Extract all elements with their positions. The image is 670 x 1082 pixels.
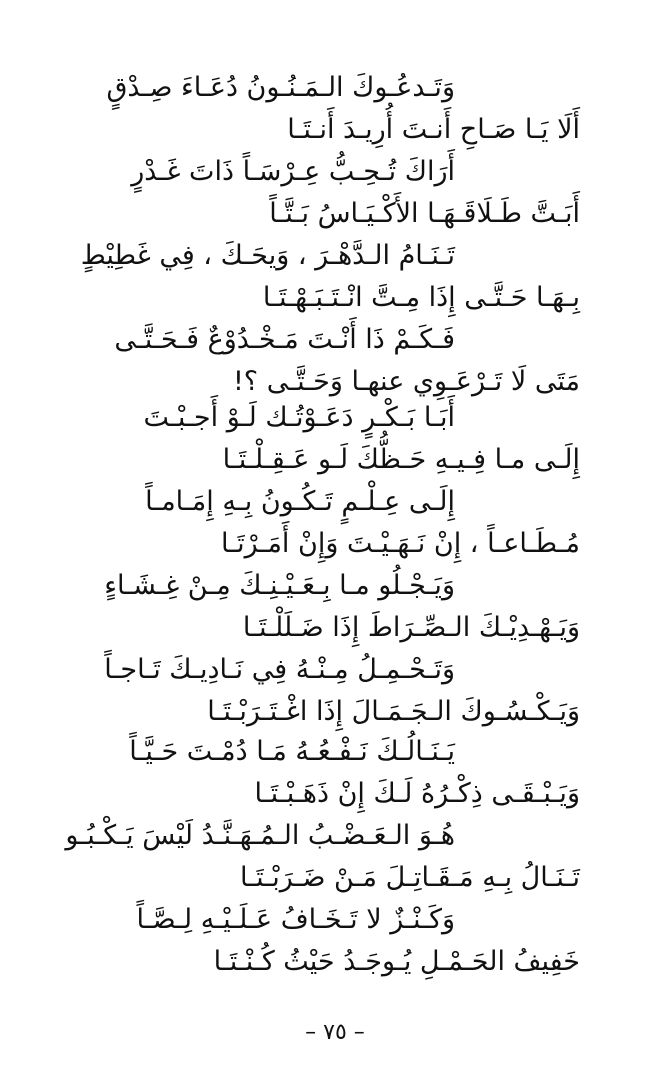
verse-line-13: وَيَـجْـلُو مـا بِـعَـيْـنِـكَ مِـنْ غِـشَـاءٍ <box>104 570 455 601</box>
verse-line-12: مُـطَـاعـاً ، إِنْ نَـهَـيْـتَ وَإِنْ أَمَـرْتَـا <box>220 528 580 559</box>
verse-line-21: وَكَـنْـزٌ لا تَـخَـافُ عَـلَـيْـهِ لِـصَّـاً <box>136 904 455 935</box>
verse-line-5: تَـنَـامُ الـدَّهْـرَ ، وَيحَـكَ ، فِي غَطِيْطٍ <box>80 240 455 271</box>
verse-line-6: بِـهَـا حَـتَّـى إِذَا مِـتَّ انْـتَـبَـهْـتَـا <box>262 282 580 313</box>
verse-line-14: وَيَـهْـدِيْـكَ الـصِّـرَاطَ إِذَا ضَـلَلْـتَـا <box>242 612 580 643</box>
verse-line-10: إِلَـى مـا فِـيـهِ حَـظُّكَ لَـو عَـقِـلْـتَـا <box>222 444 580 475</box>
verse-line-3: أَرَاكَ تُـحِـبُّ عِـرْسَـاً ذَاتَ غَـدْرٍ <box>131 156 455 187</box>
verse-line-17: يَـنَـالُـكَ نَـفْـعُـهُ مَـا دُمْـتَ حَـيَّـاً <box>129 736 455 767</box>
verse-line-15: وَتَـحْـمِـلُ مِـنْـهُ فِي نَـادِيـكَ تَـاجـاً <box>104 654 455 685</box>
page-number: – ٧٥ – <box>305 1020 365 1045</box>
verse-line-19: هُـوَ الـعَـضْـبُ الـمُـهَـنَّـدُ لَيْسَ يَـكْـبُـو <box>65 820 455 851</box>
verse-line-8: مَتَى لَا تَـرْعَـوِي عنهـا وَحَـتَّـى ؟! <box>232 366 580 397</box>
verse-line-9: أَبَـا بَـكْـرٍ دَعَـوْتُـك لَـوْ أَجـبْـتَ <box>143 402 455 433</box>
verse-line-11: إِلَـى عِـلْـمٍ تَـكُـونُ بِـهِ إِمَـامـاً <box>145 486 455 517</box>
verse-line-18: وَيَـبْـقَـى ذِكْـرُهُ لَـكَ إِنْ ذَهَـبْـتَـا <box>254 778 580 809</box>
verse-line-1: وَتَـدعُـوكَ الـمَـنُـونُ دُعَـاءَ صِـدْقٍ <box>106 72 455 103</box>
verse-line-2: أَلَا يَـا صَـاحِ أَنـتَ أُرِيـدَ أَنـتَـا <box>287 114 580 145</box>
verse-line-20: تَـنَـالُ بِـهِ مَـقَـاتِـلَ مَـنْ ضَـرَبْـتَـا <box>240 862 580 893</box>
verse-line-22: خَفِيفُ الحَـمْـلِ يُـوجَـدُ حَيْثُ كُـنْـتَـا <box>213 946 580 977</box>
verse-line-4: أَبَـتَّ طَـلَاقَـهَـا الأَكْـيَـاسُ بَـتَّـاً <box>269 198 580 229</box>
verse-line-16: وَيَـكْـسُـوكَ الـجَـمَـالَ إِذَا اغْـتَـرَبْـتَـا <box>207 696 580 727</box>
verse-line-7: فَـكَـمْ ذَا أَنْـتَ مَـخْـدُوْعٌ فَـحَـتَّـى <box>114 324 455 355</box>
